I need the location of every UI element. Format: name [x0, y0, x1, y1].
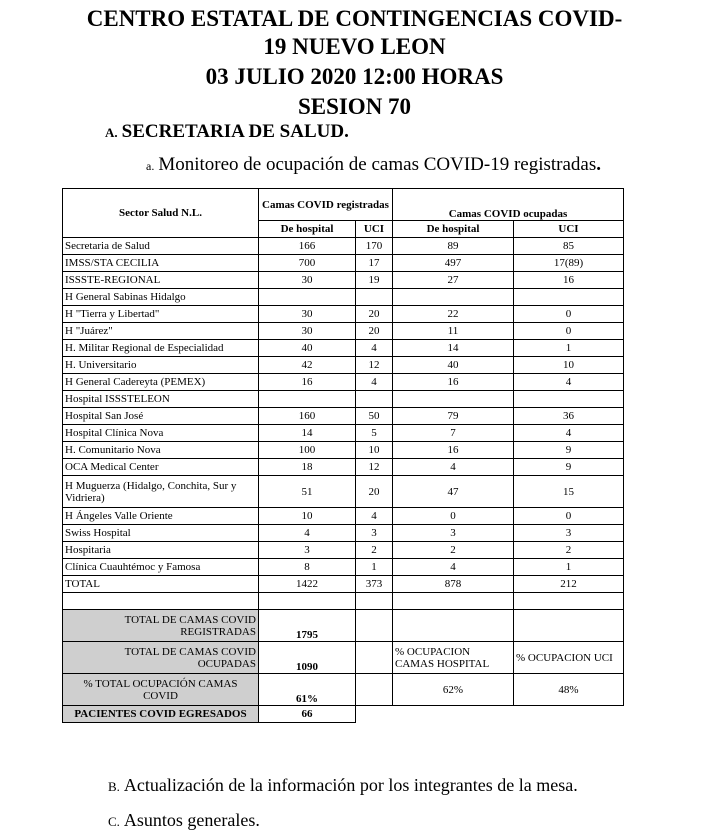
subsection-aa-title: Monitoreo de ocupación de camas COVID-19 registradas [158, 154, 597, 175]
summary-occupied-row [63, 642, 624, 674]
table-row [63, 442, 624, 459]
total-row [63, 576, 624, 593]
row-sector-name: H. Comunitario Nova [63, 442, 259, 459]
table-row [63, 559, 624, 576]
row-sector-name: Hospital Clínica Nova [63, 425, 259, 442]
row-reg-uci: 10 [356, 442, 393, 459]
summary-pct-uci-label: % OCUPACION UCI [514, 642, 624, 674]
row-reg-uci [356, 289, 393, 306]
table-row [63, 357, 624, 374]
section-b-title: Actualización de la información por los integrantes de la mesa. [123, 775, 578, 795]
summary-discharged-value: 66 [259, 706, 356, 723]
row-sector-name: H Muguerza (Hidalgo, Conchita, Sur y Vidriera) [63, 476, 259, 508]
row-sector-name: H. Universitario [63, 357, 259, 374]
section-a-marker: A. [105, 125, 118, 140]
row-occ-hospital: 7 [393, 425, 514, 442]
table-row [63, 306, 624, 323]
row-reg-hospital: 51 [259, 476, 356, 508]
subheader-occ-uci: UCI [514, 221, 624, 238]
row-reg-uci: 170 [356, 238, 393, 255]
row-occ-uci: 1 [514, 340, 624, 357]
table-row [63, 459, 624, 476]
row-sector-name: Clínica Cuauhtémoc y Famosa [63, 559, 259, 576]
row-sector-name: H "Tierra y Libertad" [63, 306, 259, 323]
summary-discharged-label: PACIENTES COVID EGRESADOS [63, 706, 259, 723]
spacer-row [63, 593, 624, 610]
row-reg-hospital: 700 [259, 255, 356, 272]
row-reg-hospital: 4 [259, 525, 356, 542]
row-sector-name: Swiss Hospital [63, 525, 259, 542]
row-reg-uci: 5 [356, 425, 393, 442]
section-b-heading [108, 775, 578, 796]
row-reg-uci: 4 [356, 374, 393, 391]
row-reg-uci: 4 [356, 340, 393, 357]
row-occ-hospital: 4 [393, 459, 514, 476]
row-sector-name: Hospital San José [63, 408, 259, 425]
row-reg-uci: 50 [356, 408, 393, 425]
total-reg-hospital: 1422 [259, 576, 356, 593]
row-sector-name: H Ángeles Valle Oriente [63, 508, 259, 525]
subheader-reg-uci: UCI [356, 221, 393, 238]
summary-pct-hospital-value: 62% [393, 674, 514, 706]
row-reg-hospital: 160 [259, 408, 356, 425]
row-occ-hospital: 40 [393, 357, 514, 374]
table-row [63, 238, 624, 255]
section-c-title: Asuntos generales. [123, 810, 260, 830]
row-occ-hospital: 0 [393, 508, 514, 525]
row-occ-uci: 9 [514, 442, 624, 459]
table-row [63, 272, 624, 289]
summary-pct-total-value: 61% [259, 674, 356, 706]
summary-pct-total-label: % TOTAL OCUPACIÓN CAMAS COVID [63, 674, 259, 706]
row-reg-uci: 12 [356, 357, 393, 374]
row-reg-uci: 20 [356, 306, 393, 323]
row-occ-hospital: 16 [393, 442, 514, 459]
row-occ-uci: 9 [514, 459, 624, 476]
document-title-line-1: CENTRO ESTATAL DE CONTINGENCIAS COVID- [86, 6, 623, 31]
row-reg-hospital: 8 [259, 559, 356, 576]
row-occ-uci: 0 [514, 323, 624, 340]
summary-registered-value: 1795 [259, 610, 356, 642]
row-reg-hospital: 16 [259, 374, 356, 391]
table-row [63, 425, 624, 442]
col-header-occupied: Camas COVID ocupadas [393, 189, 624, 221]
row-occ-uci [514, 289, 624, 306]
row-reg-uci: 4 [356, 508, 393, 525]
summary-discharged-row [63, 706, 624, 723]
row-reg-hospital: 166 [259, 238, 356, 255]
row-sector-name: ISSSTE-REGIONAL [63, 272, 259, 289]
row-occ-uci: 36 [514, 408, 624, 425]
row-sector-name: Hospitaria [63, 542, 259, 559]
table-row [63, 340, 624, 357]
section-a-title: SECRETARIA DE SALUD. [121, 121, 349, 142]
section-a-heading [105, 121, 349, 143]
row-reg-hospital: 100 [259, 442, 356, 459]
table-row [63, 542, 624, 559]
row-reg-hospital: 18 [259, 459, 356, 476]
row-occ-hospital [393, 289, 514, 306]
row-occ-uci: 4 [514, 374, 624, 391]
row-occ-uci: 3 [514, 525, 624, 542]
row-occ-hospital: 497 [393, 255, 514, 272]
summary-registered-row [63, 610, 624, 642]
section-b-marker: B. [108, 779, 120, 794]
row-occ-hospital: 4 [393, 559, 514, 576]
row-occ-uci: 10 [514, 357, 624, 374]
table-row [63, 476, 624, 508]
row-occ-uci: 0 [514, 508, 624, 525]
summary-occupied-value: 1090 [259, 642, 356, 674]
subheader-occ-hospital: De hospital [393, 221, 514, 238]
row-reg-hospital: 30 [259, 323, 356, 340]
row-reg-hospital [259, 289, 356, 306]
session-number: SESION 70 [297, 94, 412, 119]
row-occ-hospital: 3 [393, 525, 514, 542]
row-sector-name: H General Sabinas Hidalgo [63, 289, 259, 306]
document-date: 03 JULIO 2020 12:00 HORAS [205, 64, 504, 89]
subsection-aa-marker: a. [146, 159, 155, 173]
row-occ-uci: 2 [514, 542, 624, 559]
table-row [63, 508, 624, 525]
col-header-sector: Sector Salud N.L. [63, 189, 259, 238]
bed-occupancy-table [62, 188, 624, 723]
row-occ-uci [514, 391, 624, 408]
row-reg-uci: 17 [356, 255, 393, 272]
row-reg-hospital: 3 [259, 542, 356, 559]
row-occ-uci: 4 [514, 425, 624, 442]
subsection-aa-dot: . [596, 154, 601, 175]
table-row [63, 323, 624, 340]
row-reg-uci: 3 [356, 525, 393, 542]
row-reg-uci: 2 [356, 542, 393, 559]
row-sector-name: Hospital ISSSTELEON [63, 391, 259, 408]
row-sector-name: H General Cadereyta (PEMEX) [63, 374, 259, 391]
col-header-registered: Camas COVID registradas [259, 189, 393, 221]
table-header-row [63, 189, 624, 221]
total-label: TOTAL [63, 576, 259, 593]
row-reg-hospital: 30 [259, 272, 356, 289]
subheader-reg-hospital: De hospital [259, 221, 356, 238]
summary-pct-uci-value: 48% [514, 674, 624, 706]
table-row [63, 525, 624, 542]
document-title-line-2: 19 NUEVO LEON [263, 34, 446, 59]
row-reg-uci [356, 391, 393, 408]
section-c-heading [108, 810, 260, 831]
row-occ-uci: 17(89) [514, 255, 624, 272]
row-sector-name: H. Militar Regional de Especialidad [63, 340, 259, 357]
row-occ-hospital: 22 [393, 306, 514, 323]
row-reg-hospital: 30 [259, 306, 356, 323]
row-occ-hospital: 79 [393, 408, 514, 425]
section-c-marker: C. [108, 814, 120, 829]
row-occ-uci: 0 [514, 306, 624, 323]
row-occ-uci: 15 [514, 476, 624, 508]
table-row [63, 391, 624, 408]
row-reg-hospital: 10 [259, 508, 356, 525]
row-occ-hospital: 16 [393, 374, 514, 391]
subsection-aa-heading [146, 154, 601, 176]
total-occ-uci: 212 [514, 576, 624, 593]
row-reg-hospital: 42 [259, 357, 356, 374]
total-occ-hospital: 878 [393, 576, 514, 593]
row-reg-hospital [259, 391, 356, 408]
row-occ-uci: 1 [514, 559, 624, 576]
row-occ-uci: 16 [514, 272, 624, 289]
row-occ-hospital: 14 [393, 340, 514, 357]
row-sector-name: Secretaria de Salud [63, 238, 259, 255]
table-row [63, 255, 624, 272]
row-occ-hospital: 47 [393, 476, 514, 508]
row-reg-hospital: 14 [259, 425, 356, 442]
summary-registered-label: TOTAL DE CAMAS COVID REGISTRADAS [63, 610, 259, 642]
row-occ-hospital: 2 [393, 542, 514, 559]
table-row [63, 374, 624, 391]
row-occ-hospital: 89 [393, 238, 514, 255]
summary-occupied-label: TOTAL DE CAMAS COVID OCUPADAS [63, 642, 259, 674]
row-occ-uci: 85 [514, 238, 624, 255]
row-reg-hospital: 40 [259, 340, 356, 357]
table-row [63, 289, 624, 306]
table-row [63, 408, 624, 425]
row-occ-hospital: 27 [393, 272, 514, 289]
row-occ-hospital [393, 391, 514, 408]
row-occ-hospital: 11 [393, 323, 514, 340]
row-reg-uci: 20 [356, 476, 393, 508]
row-reg-uci: 1 [356, 559, 393, 576]
summary-pct-row [63, 674, 624, 706]
row-reg-uci: 12 [356, 459, 393, 476]
row-sector-name: IMSS/STA CECILIA [63, 255, 259, 272]
row-sector-name: H "Juárez" [63, 323, 259, 340]
row-reg-uci: 20 [356, 323, 393, 340]
row-reg-uci: 19 [356, 272, 393, 289]
summary-pct-hospital-label: % OCUPACION CAMAS HOSPITAL [393, 642, 514, 674]
row-sector-name: OCA Medical Center [63, 459, 259, 476]
total-reg-uci: 373 [356, 576, 393, 593]
